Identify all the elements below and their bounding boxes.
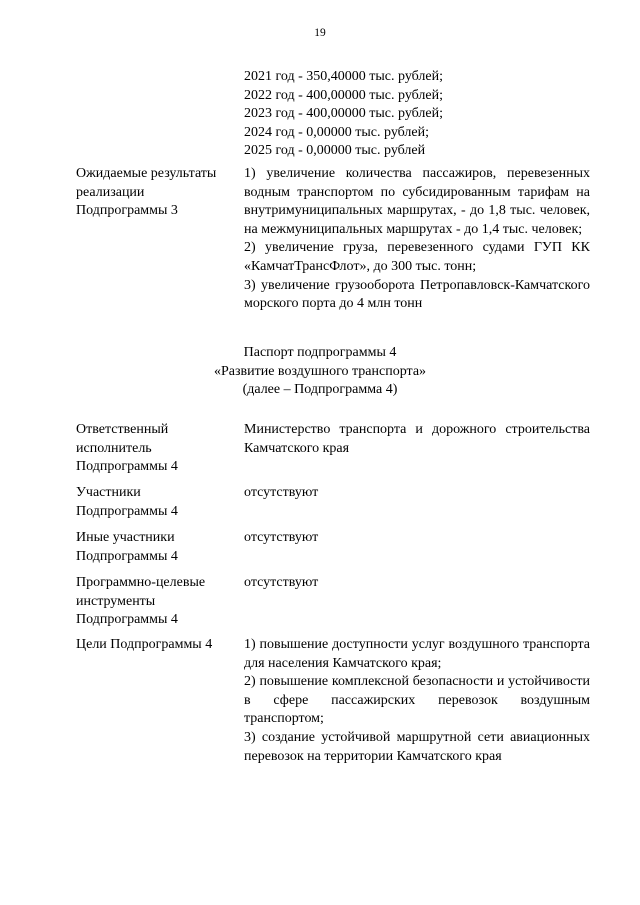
goal-item-1: 1) повышение доступности услуг воздушного транспорта для населения Камчатского края;	[244, 637, 590, 671]
result-item-3: 3) увеличение грузооборота Петропавловск-Камчатского морского порта до 4 млн тонн	[244, 277, 590, 312]
label-line: Программно-целевые	[76, 575, 206, 590]
responsible-executor-value: Министерство транспорта и дорожного строительства Камчатского края	[244, 422, 590, 456]
label-line: Ответственный	[76, 422, 169, 437]
passport-heading-line-2: «Развитие воздушного транспорта»	[213, 363, 427, 379]
passport-heading-line-3: (далее – Подпрограмма 4)	[242, 382, 398, 398]
passport-heading	[0, 344, 640, 400]
program-tools-content	[244, 574, 590, 593]
label-line: Подпрограммы 4	[76, 459, 178, 475]
goal-item-3: 3) создание устойчивой маршрутной сети авиационных перевозок на территории Камчатского края	[244, 729, 590, 764]
budget-year-2024: 2024 год - 0,00000 тыс. рублей;	[244, 124, 430, 140]
budget-by-year	[244, 68, 443, 161]
passport-heading-line-1: Паспорт подпрограммы 4	[243, 345, 397, 360]
label-line: Иные участники	[76, 530, 175, 545]
program-tools-value: отсутствуют	[244, 575, 319, 590]
goals-label	[76, 636, 238, 655]
label-line: инструменты	[76, 593, 156, 609]
label-line: Подпрограммы 4	[76, 612, 178, 628]
result-item-1: 1) увеличение количества пассажиров, перевезенных водным транспортом по субсидированным тарифам на внутримуниципальных маршрутах, - до 1,8 тыс. человек, на межмуниципальных маршрутах - до 1,4 тыс. человек;	[244, 166, 590, 237]
participants-value: отсутствуют	[244, 485, 319, 500]
goals-content	[244, 636, 590, 766]
label-line: реализации	[76, 184, 145, 200]
label-line: Цели Подпрограммы 4	[76, 637, 213, 652]
budget-year-2022: 2022 год - 400,00000 тыс. рублей;	[244, 87, 444, 103]
responsible-executor-content	[244, 421, 590, 458]
label-line: исполнитель	[76, 440, 152, 456]
page-number: 19	[314, 27, 326, 39]
budget-year-2025: 2025 год - 0,00000 тыс. рублей	[244, 143, 426, 159]
goal-item-2: 2) повышение комплексной безопасности и устойчивости в сфере пассажирских перевозок воздушным транспортом;	[244, 674, 590, 727]
label-line: Подпрограммы 3	[76, 203, 178, 219]
responsible-executor-label	[76, 421, 238, 477]
label-line: Подпрограммы 4	[76, 548, 178, 564]
other-participants-label	[76, 529, 238, 566]
budget-year-2023: 2023 год - 400,00000 тыс. рублей;	[244, 106, 444, 122]
participants-content	[244, 484, 590, 503]
program-tools-label	[76, 574, 238, 630]
label-line: Ожидаемые результаты	[76, 166, 217, 181]
participants-label	[76, 484, 238, 521]
expected-results-label	[76, 165, 238, 221]
result-item-2: 2) увеличение груза, перевезенного судами ГУП КК «КамчатТрансФлот», до 300 тыс. тонн;	[244, 240, 590, 274]
label-line: Подпрограммы 4	[76, 503, 178, 519]
other-participants-content	[244, 529, 590, 548]
other-participants-value: отсутствуют	[244, 530, 319, 545]
label-line: Участники	[76, 485, 141, 500]
expected-results-content	[244, 165, 590, 314]
budget-year-2021: 2021 год - 350,40000 тыс. рублей;	[244, 69, 444, 84]
